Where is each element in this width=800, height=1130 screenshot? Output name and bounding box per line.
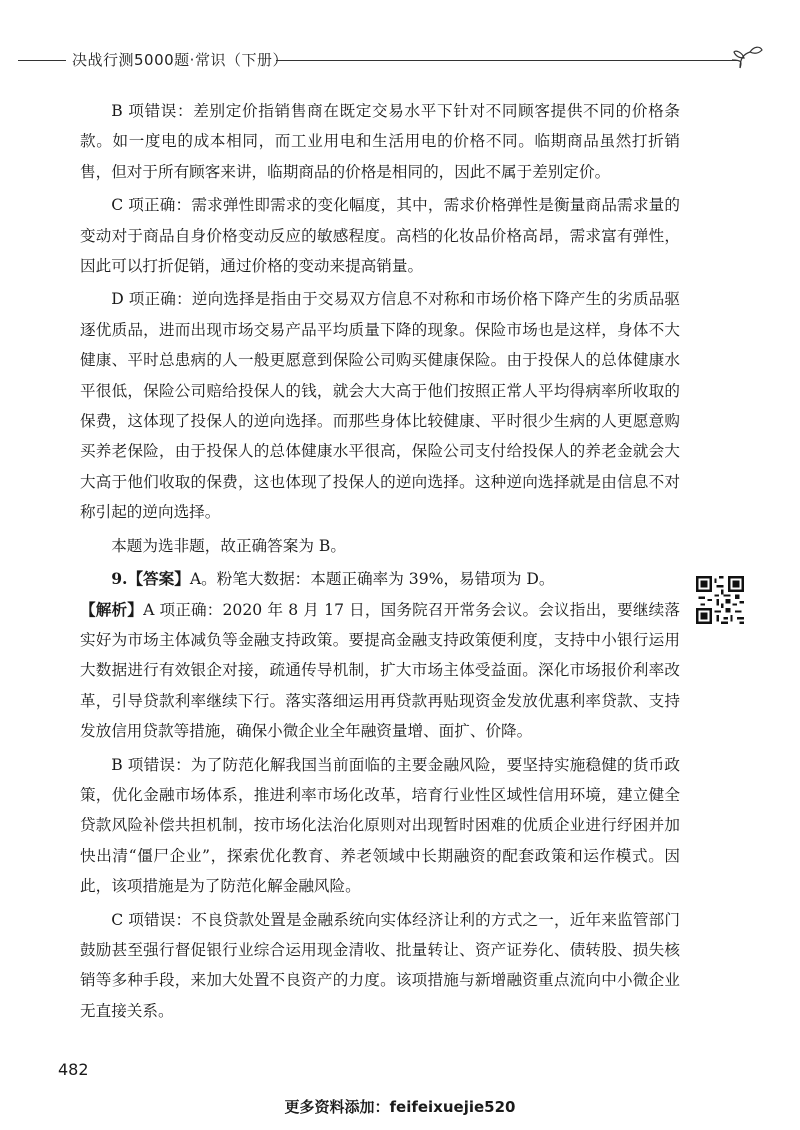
answer-line: [80, 564, 680, 594]
sprout-icon: [728, 44, 768, 74]
analysis-text: A 项正确：2020 年 8 月 17 日，国务院召开常务会议。会议指出，要继续落实好为市场主体减负等金融支持政策。要提高金融支持政策便利度，支持中小银行运用大数据进行有效银企对接，疏通传导机制，扩大市场主体受益面。深化市场报价利率改革，引导贷款利率继续下行。落实落细运用再贷款再贴现资金发放优惠利率贷款、支持发放信用贷款等措施，确保小微企业全年融资量增、面扩、价降。: [80, 600, 680, 741]
analysis-label: 【解析】: [80, 599, 144, 619]
analysis-paragraph: [80, 595, 680, 747]
running-header: [0, 44, 800, 78]
page-number: 482: [58, 1060, 89, 1079]
paragraph-option-c-2: C 项错误：不良贷款处置是金融系统向实体经济让利的方式之一，近年来监管部门鼓励甚至强行督促银行业综合运用现金清收、批量转让、资产证券化、债转股、损失核销等多种手段，来加大处置不良资产的力度。该项措施与新增融资重点流向中小微企业无直接关系。: [80, 910, 680, 1020]
footer-note: 更多资料添加：feifeixuejie520: [284, 1098, 516, 1116]
header-title: 决战行测5000题·常识（下册）: [72, 51, 288, 69]
paragraph-option-c: C 项正确：需求弹性即需求的变化幅度，其中，需求价格弹性是衡量商品需求量的变动对于商品自身价格变动反应的敏感程度。高档的化妆品价格高昂，需求富有弹性，因此可以打折促销，通过价格的变动来提高销量。: [80, 196, 680, 276]
paragraph-conclusion: 本题为选非题，故正确答案为 B。: [111, 536, 346, 555]
paragraph-option-d: D 项正确：逆向选择是指由于交易双方信息不对称和市场价格下降产生的劣质品驱逐优质品，进而出现市场交易产品平均质量下降的现象。保险市场也是这样，身体不大健康、平时总患病的人一般更愿意到保险公司购买健康保险。由于投保人的总体健康水平很低，保险公司赔给投保人的钱，就会大大高于他们按照正常人平均得病率所收取的保费，这体现了投保人的逆向选择。而那些身体比较健康、平时很少生病的人更愿意购买养老保险，由于投保人的总体健康水平很高，保险公司支付给投保人的养老金就会大大高于他们收取的保费，这也体现了投保人的逆向选择。这种逆向选择就是由信息不对称引起的逆向选择。: [80, 290, 680, 522]
paragraph-option-b: B 项错误：差别定价指销售商在既定交易水平下针对不同顾客提供不同的价格条款。如一度电的成本相同，而工业用电和生活用电的价格不同。临期商品虽然打折销售，但对于所有顾客来讲，临期商品的价格是相同的，因此不属于差别定价。: [80, 102, 680, 181]
header-rule-right: [276, 60, 738, 61]
qr-code-icon: [696, 576, 744, 624]
body-text: [80, 96, 680, 1029]
header-rule-left: [18, 60, 66, 61]
paragraph-option-b-2: B 项错误：为了防范化解我国当前面临的主要金融风险，要坚持实施稳健的货币政策，优化金融市场体系，推进利率市场化改革，培育行业性区域性信用环境，建立健全贷款风险补偿共担机制，按市场化法治化原则对出现暂时困难的优质企业进行纾困并加快出清“僵尸企业”，探索优化教育、养老领域中长期融资的配套政策和运作模式。因此，该项措施是为了防范化解金融风险。: [80, 755, 680, 896]
answer-text: A。粉笔大数据：本题正确率为 39%，易错项为 D。: [189, 570, 555, 589]
answer-label: 9.【答案】: [111, 569, 190, 589]
